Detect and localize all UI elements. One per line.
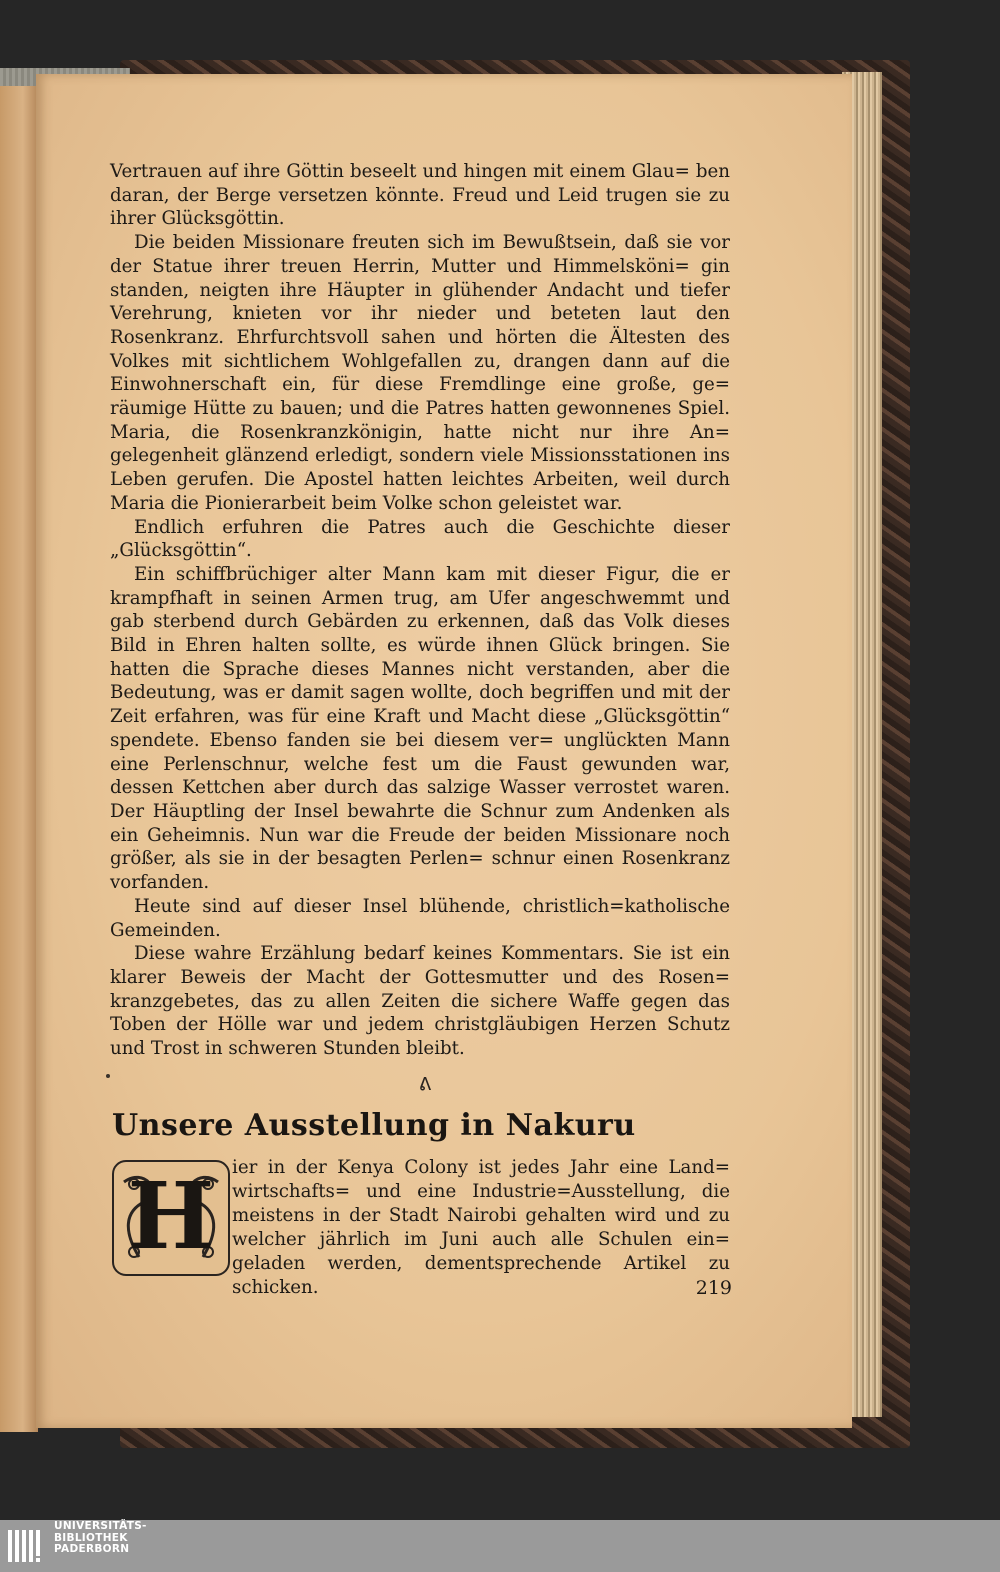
section-ornament: ᕕ — [418, 1074, 432, 1095]
library-footer — [0, 1520, 1000, 1572]
decorative-initial — [112, 1160, 230, 1276]
initial-letter: H — [127, 1162, 215, 1270]
left-page-edge — [0, 82, 38, 1432]
section-heading: Unsere Ausstellung in Nakuru — [112, 1108, 636, 1143]
paragraph: Die beiden Missionare freuten sich im Bewußtsein, daß sie vor der Statue ihrer treuen Herrin, Mutter und Himmelsköni= gin standen, neigten ihre Häupter in glühender Andacht und tiefer Verehrung, knieten vor ihr nieder und beteten laut den Rosenkranz. Ehrfurchtsvoll sahen und hörten die Ältesten des Volkes mit sichtlichem Wohlgefallen zu, drangen dann auf die Einwohnerschaft ein, für diese Fremdlinge eine große, ge= räumige Hütte zu bauen; und die Patres hatten gewonnenes Spiel. Maria, die Rosenkranzkönigin, hatte nicht nur ihre An= gelegenheit glänzend erledigt, sondern viele Missionsstationen ins Leben gerufen. Die Apostel hatten leichtes Arbeiten, weil durch Maria die Pionierarbeit beim Volke schon geleistet war. — [110, 232, 730, 514]
stray-dot — [106, 1074, 110, 1078]
paragraph: Ein schiffbrüchiger alter Mann kam mit dieser Figur, die er krampfhaft in seinen Armen trug, am Ufer angeschwemmt und gab sterbend durch Gebärden zu erkennen, daß das Volk dieses Bild in Ehren halten sollte, es würde ihnen Glück bringen. Sie hatten die Sprache dieses Mannes nicht verstanden, aber die Bedeutung, was er damit sagen wollte, doch begriffen und mit der Zeit erfahren, was für eine Kraft und Macht diese „Glücksgöttin“ spendete. Ebenso fanden sie bei diesem ver= unglückten Mann eine Perlenschnur, welche fest um die Faust gewunden war, dessen Kettchen aber durch das salzige Wasser verrostet waren. Der Häuptling der Insel bewahrte die Schnur zum Andenken als ein Geheimnis. Nun war die Freude der beiden Missionare noch größer, als sie in der besagten Perlen= schnur einen Rosenkranz vorfanden. — [110, 563, 730, 894]
page-number: 219 — [695, 1277, 732, 1299]
library-logo-icon — [6, 1526, 46, 1566]
library-name: UNIVERSITÄTS- BIBLIOTHEK PADERBORN — [54, 1520, 147, 1555]
paragraph: Heute sind auf dieser Insel blühende, christlich=katholische Gemeinden. — [110, 895, 730, 941]
body-text — [110, 160, 730, 1061]
paragraph: Diese wahre Erzählung bedarf keines Kommentars. Sie ist ein klarer Beweis der Macht der Gottesmutter und des Rosen= kranzgebetes, das zu allen Zeiten die sichere Waffe gegen das Toben der Hölle war und jedem christgläubigen Herzen Schutz und Trost in schweren Stunden bleibt. — [110, 943, 730, 1060]
paragraph: Vertrauen auf ihre Göttin beseelt und hingen mit einem Glau= ben daran, der Berge versetzen könnte. Freud und Leid trugen sie zu ihrer Glücksgöttin. — [110, 161, 730, 230]
section-intro-text: ier in der Kenya Colony ist jedes Jahr eine Land= wirtschafts= und eine Industrie=Ausstellung, die meistens in der Stadt Nairobi gehalten wird und zu welcher jährlich im Juni auch alle Schulen ein= geladen werden, dementsprechende Artikel zu schicken. — [232, 1157, 730, 1298]
paragraph: Endlich erfuhren die Patres auch die Geschichte dieser „Glücksgöttin“. — [110, 516, 730, 562]
